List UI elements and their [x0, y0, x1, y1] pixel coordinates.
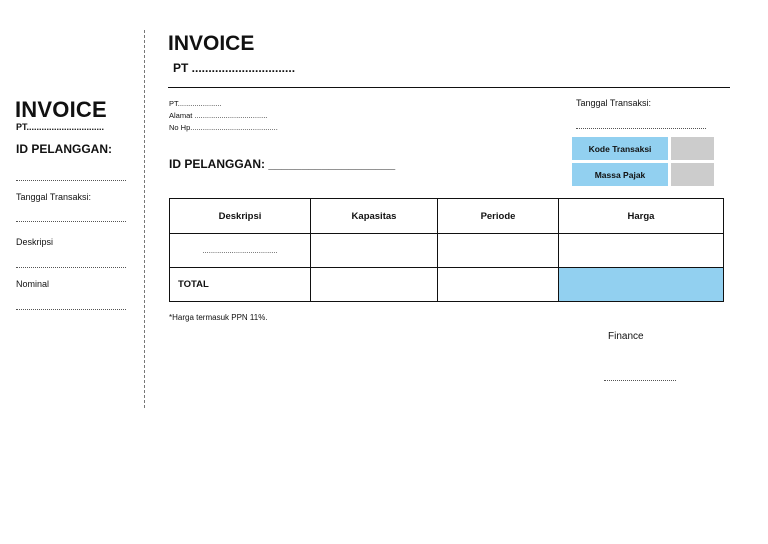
- transaction-code-value-box[interactable]: [671, 137, 714, 160]
- transaction-date-line[interactable]: [576, 128, 706, 129]
- table-header-row: [170, 199, 724, 234]
- stub-transaction-date-line[interactable]: [16, 221, 126, 222]
- signature-line[interactable]: [604, 380, 676, 381]
- row-capacity-cell[interactable]: [311, 234, 438, 268]
- tax-period-label: Massa Pajak: [572, 163, 668, 186]
- header-period: Periode: [438, 199, 559, 234]
- address-field: Alamat ...................................: [169, 111, 268, 120]
- invoice-table: [169, 198, 724, 302]
- stub-customer-id-label: ID PELANGGAN:: [16, 142, 112, 156]
- table-total-row: [170, 268, 724, 302]
- header-description: Deskripsi: [170, 199, 311, 234]
- header-capacity: Kapasitas: [311, 199, 438, 234]
- stub-company-field: PT...............................: [16, 122, 105, 132]
- signature-label: Finance: [608, 331, 644, 342]
- company-name-field: PT ...............................: [173, 61, 296, 75]
- transaction-code-label: Kode Transaksi: [572, 137, 668, 160]
- total-label: TOTAL: [170, 268, 311, 302]
- stub-nominal-label: Nominal: [16, 279, 50, 289]
- total-capacity-cell: [311, 268, 438, 302]
- stub-nominal-line[interactable]: [16, 309, 126, 310]
- tax-period-value-box[interactable]: [671, 163, 714, 186]
- header-divider: [168, 87, 730, 88]
- stub-description-line[interactable]: [16, 267, 126, 268]
- stub-invoice-title: INVOICE: [15, 97, 107, 122]
- transaction-date-label: Tanggal Transaksi:: [576, 98, 652, 108]
- phone-field: No Hp..........................................: [169, 123, 278, 132]
- table-row: [170, 234, 724, 268]
- row-price-cell[interactable]: [559, 234, 724, 268]
- row-description-cell[interactable]: [170, 234, 311, 268]
- stub-description-label: Deskripsi: [16, 237, 54, 247]
- total-price-cell[interactable]: [559, 268, 724, 302]
- customer-id-label: ID PELANGGAN: ___________________: [169, 157, 396, 171]
- row-period-cell[interactable]: [438, 234, 559, 268]
- header-price: Harga: [559, 199, 724, 234]
- row-description-placeholder: ....................................: [202, 246, 278, 255]
- total-period-cell: [438, 268, 559, 302]
- invoice-title: INVOICE: [168, 32, 255, 55]
- stub-transaction-date-label: Tanggal Transaksi:: [16, 192, 92, 202]
- pt-field: PT.....................: [169, 99, 222, 108]
- stub-customer-id-line[interactable]: [16, 180, 126, 181]
- stub-separator: [144, 30, 145, 408]
- tax-note: *Harga termasuk PPN 11%.: [169, 313, 268, 322]
